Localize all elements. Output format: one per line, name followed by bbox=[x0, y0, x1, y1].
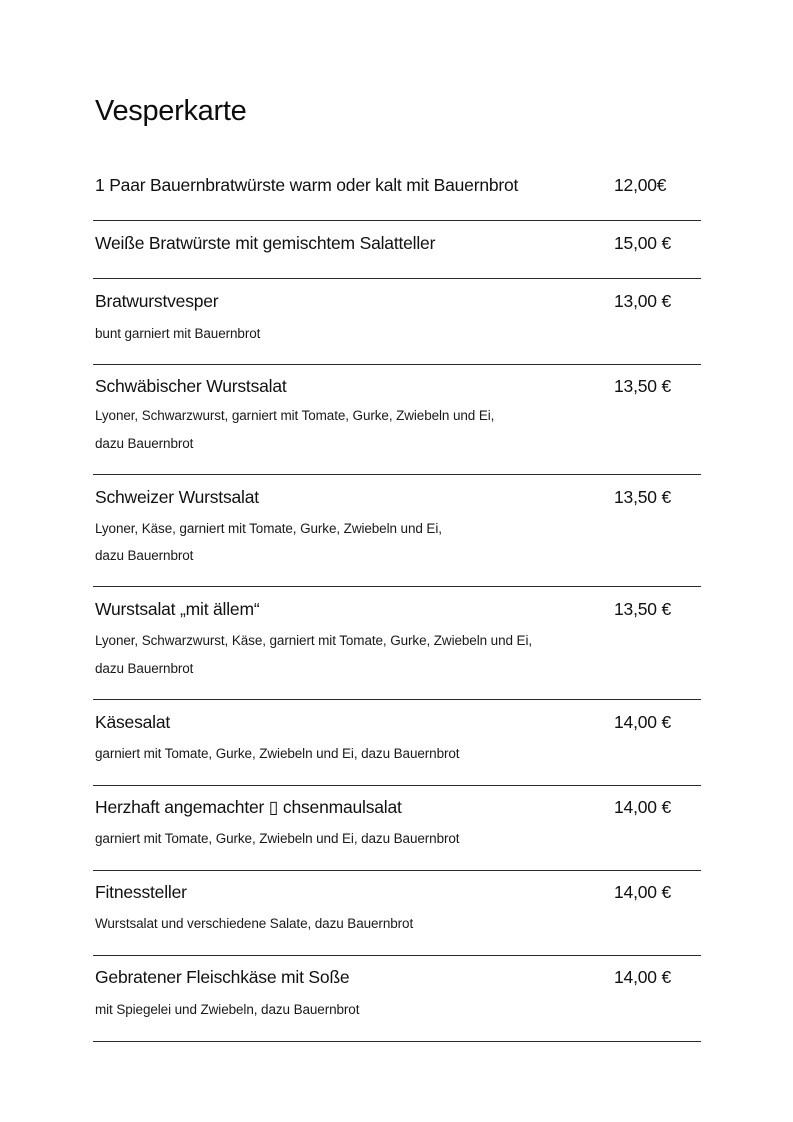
menu-item-title bbox=[95, 712, 170, 733]
menu-item bbox=[93, 279, 701, 365]
menu-item-description: garniert mit Tomate, Gurke, Zwiebeln und Ei, dazu Bauernbrot bbox=[95, 746, 460, 761]
menu-item-title bbox=[95, 291, 218, 312]
menu-item-title bbox=[95, 487, 259, 508]
menu-item-price: 14,00 € bbox=[614, 797, 671, 817]
menu-item-name: Schweizer Wurstsalat bbox=[95, 487, 259, 507]
menu-item-description-line2: dazu Bauernbrot bbox=[95, 436, 194, 451]
menu-item bbox=[93, 871, 701, 956]
menu-item-name-suffix: mit gemischtem Salatteller bbox=[230, 233, 436, 253]
menu-item-price: 14,00 € bbox=[614, 882, 671, 902]
page-title: Vesperkarte bbox=[95, 95, 247, 127]
menu-item-price: 14,00 € bbox=[614, 712, 671, 732]
menu-item-name: Herzhaft angemachter ▯ chsenmaulsalat bbox=[95, 797, 402, 817]
menu-item-description: Lyoner, Schwarzwurst, Käse, garniert mit Tomate, Gurke, Zwiebeln und Ei, bbox=[95, 633, 532, 648]
menu-item-name: Weiße Bratwürste bbox=[95, 233, 231, 253]
menu-item-name: Käsesalat bbox=[95, 712, 171, 732]
menu-item-name: Schwäbischer Wurstsalat bbox=[95, 376, 287, 396]
menu-item-title bbox=[95, 376, 287, 397]
menu-item-title bbox=[95, 967, 349, 988]
menu-item-price: 14,00 € bbox=[614, 967, 671, 987]
menu-item bbox=[93, 163, 701, 221]
menu-item-name-suffix: warm oder kalt mit Bauernbrot bbox=[284, 175, 519, 195]
menu-item-description: mit Spiegelei und Zwiebeln, dazu Bauernbrot bbox=[95, 1002, 360, 1017]
menu-item-title bbox=[95, 599, 259, 620]
menu-item-name: Gebratener Fleischkäse mit Soße bbox=[95, 967, 350, 987]
menu-item-description-line2: dazu Bauernbrot bbox=[95, 661, 194, 676]
menu-item-price: 12,00€ bbox=[614, 175, 667, 195]
menu-item-description: bunt garniert mit Bauernbrot bbox=[95, 326, 261, 341]
menu-item-price: 13,50 € bbox=[614, 599, 671, 619]
menu-item-description: Wurstsalat und verschiedene Salate, dazu Bauernbrot bbox=[95, 916, 414, 931]
menu-item-price: 13,00 € bbox=[614, 291, 671, 311]
menu-item bbox=[93, 700, 701, 786]
menu-item-name: Wurstsalat „mit ällem“ bbox=[95, 599, 260, 619]
menu-item bbox=[93, 786, 701, 871]
menu-item-description: garniert mit Tomate, Gurke, Zwiebeln und Ei, dazu Bauernbrot bbox=[95, 831, 460, 846]
menu-item-price: 13,50 € bbox=[614, 376, 671, 396]
menu-item-description: Lyoner, Schwarzwurst, garniert mit Tomate, Gurke, Zwiebeln und Ei, bbox=[95, 408, 495, 423]
menu-item-price: 15,00 € bbox=[614, 233, 671, 253]
menu-item-description-line2: dazu Bauernbrot bbox=[95, 548, 194, 563]
menu-item bbox=[93, 365, 701, 475]
menu-item-title bbox=[95, 233, 435, 254]
menu-item-name: 1 Paar Bauernbratwürste bbox=[95, 175, 285, 195]
menu-item-title bbox=[95, 882, 187, 903]
menu-item-price: 13,50 € bbox=[614, 487, 671, 507]
menu-item bbox=[93, 587, 701, 700]
menu-item-title bbox=[95, 175, 518, 196]
menu-item-name: Fitnessteller bbox=[95, 882, 187, 902]
menu-item-name: Bratwurstvesper bbox=[95, 291, 219, 311]
menu-item bbox=[93, 221, 701, 279]
menu-item bbox=[93, 475, 701, 587]
menu-item-title bbox=[95, 797, 402, 818]
menu-item bbox=[93, 956, 701, 1042]
menu-item-description: Lyoner, Käse, garniert mit Tomate, Gurke, Zwiebeln und Ei, bbox=[95, 521, 442, 536]
